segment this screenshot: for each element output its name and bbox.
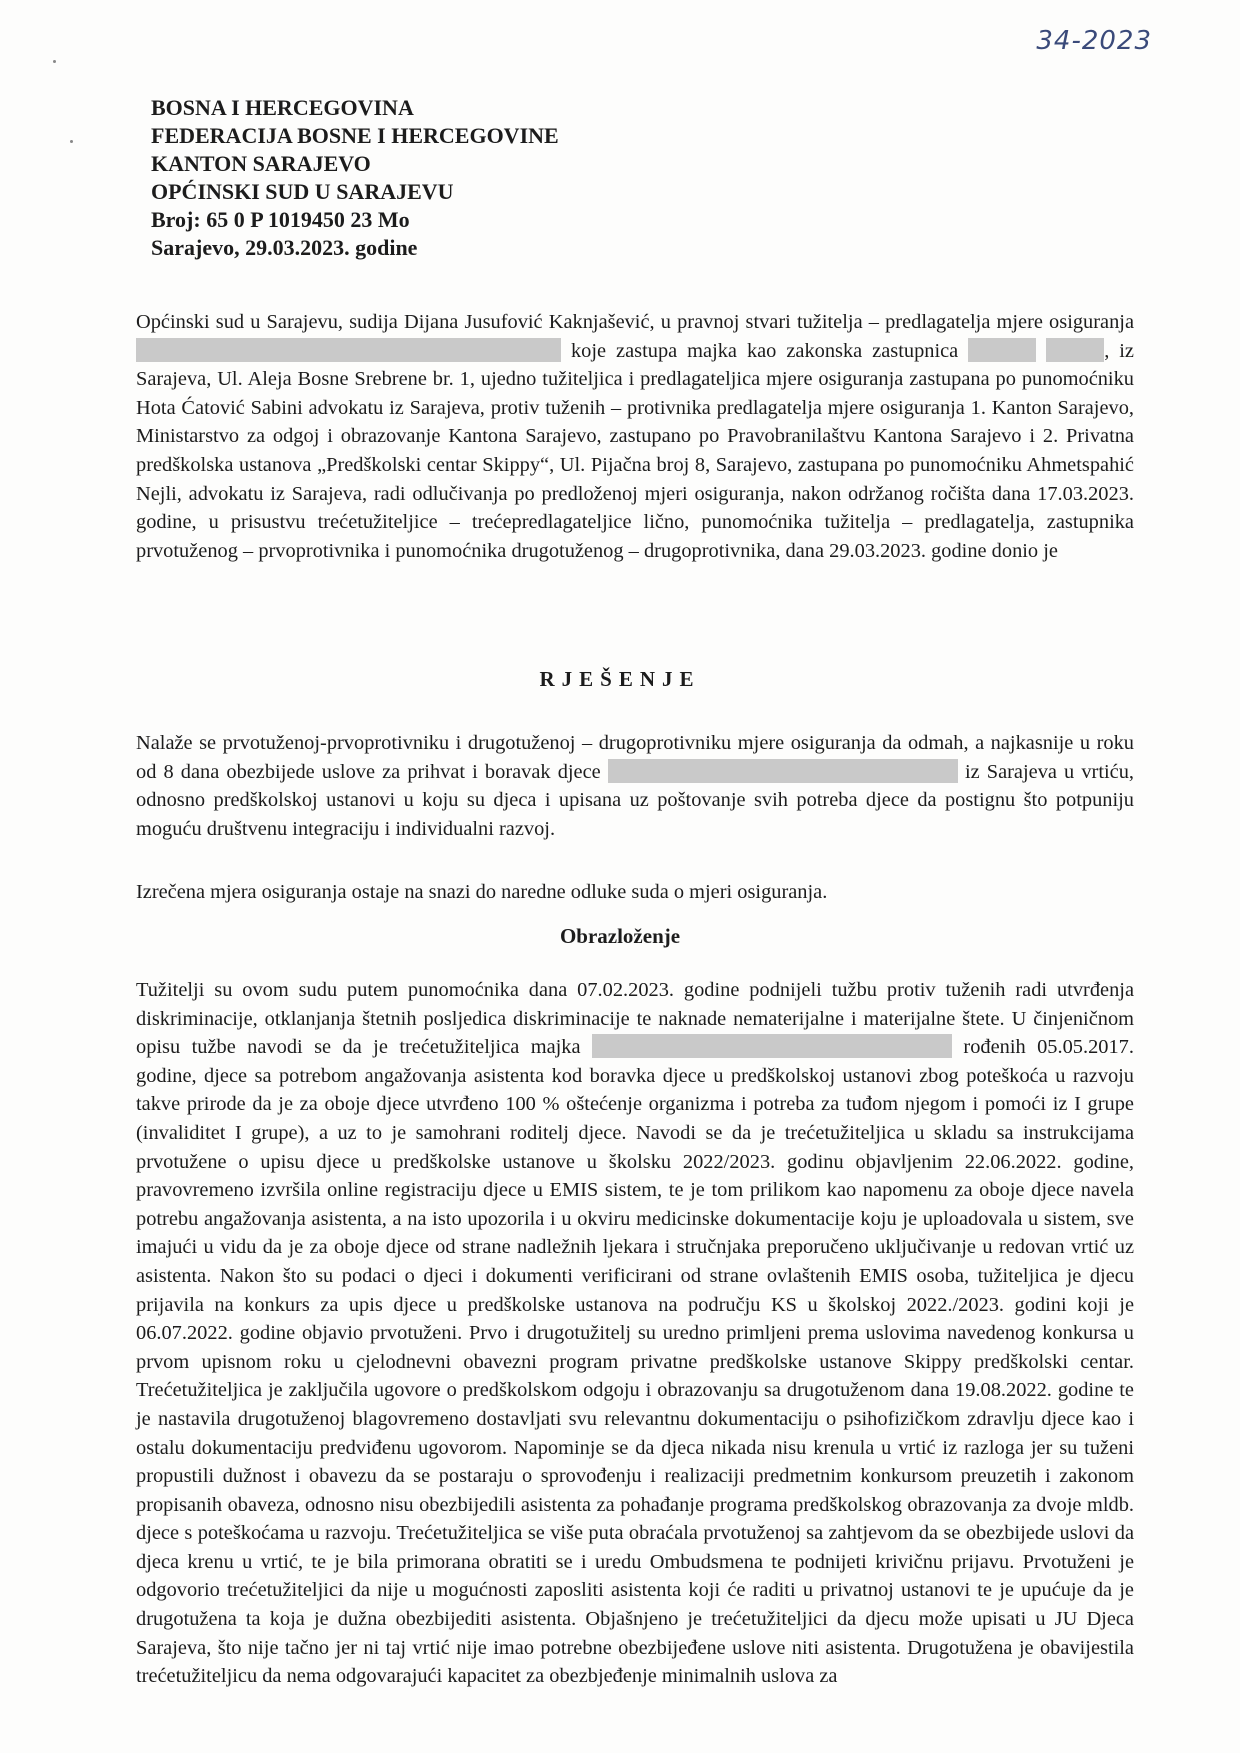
- redacted-name: [592, 1034, 952, 1058]
- redacted-name: [1046, 338, 1104, 362]
- handwritten-file-number: 34-2023: [1036, 26, 1152, 56]
- case-number: Broj: 65 0 P 1019450 23 Mo: [151, 207, 410, 232]
- reasoning-text-1: Tužitelji su ovom sudu putem punomoćnika dana 07.02.2023. godine podnijeli tužbu protiv tuženih radi utvrđenja diskriminacije, otklanjanja štetnih posljedica diskriminacije te naknade nematerijalne i materijalne štete. U činjeničnom opisu tužbe navodi se da je trećetužiteljica majka: [136, 979, 1134, 1059]
- scan-speck: [53, 60, 56, 63]
- place-and-date: Sarajevo, 29.03.2023. godine: [151, 235, 418, 260]
- intro-text-1: Općinski sud u Sarajevu, sudija Dijana Jusufović Kaknjašević, u pravnoj stvari tužitelja – predlagatelja mjere osiguranja: [136, 311, 1134, 333]
- intro-paragraph: [136, 308, 1134, 565]
- decision-title: RJEŠENJE: [539, 667, 701, 691]
- intro-text-3: , iz Sarajeva, Ul. Aleja Bosne Srebrene br. 1, ujedno tužiteljica i predlagateljica mjere osiguranja zastupana po punomoćniku Hota Ćatović Sabini advokatu iz Sarajeva, protiv tuženih – protivnika predlagatelja mjere osiguranja 1. Kanton Sarajevo, Ministarstvo za odgoj i obrazovanje Kantona Sarajevo, zastupano po Pravobranilaštvu Kantona Sarajevo i 2. Privatna predškolska ustanova „Predškolski centar Skippy“, Ul. Pijačna broj 8, Sarajevo, zastupana po punomoćniku Ahmetspahić Nejli, advokatu iz Sarajeva, radi odlučivanja po predloženoj mjeri osiguranja, nakon održanog ročišta dana 17.03.2023. godine, u prisustvu trećetužiteljice – trećepredlagateljice lično, punomoćnika tužitelja – predlagatelja, zastupnika prvotuženog – prvoprotivnika i punomoćnika drugotuženog – drugoprotivnika, dana 29.03.2023. godine donio je: [136, 339, 1134, 562]
- intro-text-2: koje zastupa majka kao zakonska zastupnica: [570, 339, 959, 362]
- redacted-name: [608, 759, 958, 783]
- reasoning-title: Obrazloženje: [559, 924, 681, 948]
- decision-text-2: iz Sarajeva u vrtiću, odnosno predškolskoj ustanovi u koju su djeca i upisana uz poštovanje svih potreba djece da postignu što potpuniju moguću društvenu integraciju i individualni razvoj.: [136, 760, 1134, 840]
- redacted-name: [968, 338, 1036, 362]
- redacted-name: [136, 338, 561, 362]
- header-court: OPĆINSKI SUD U SARAJEVU: [151, 179, 454, 204]
- scan-speck: [70, 140, 73, 143]
- decision-text-1: Nalaže se prvotuženoj-prvoprotivniku i drugotuženoj – drugoprotivniku mjere osiguranja da odmah, a najkasnije u roku od 8 dana obezbijede uslove za prihvat i boravak djece: [136, 732, 1134, 783]
- measure-validity: Izrečena mjera osiguranja ostaje na snazi do naredne odluke suda o mjeri osiguranja.: [136, 881, 828, 903]
- reasoning-text-2: rođenih 05.05.2017. godine, djece sa potrebom angažovanja asistenta kod boravka djece u predškolskoj ustanovi zbog poteškoća u razvoju takve prirode da je za oboje djece utvrđeno 100 % oštećenje organizma i potreba za tuđom njegom i pomoći iz I grupe (invaliditet I grupe), a uz to je samohrani roditelj djece. Navodi se da je trećetužiteljica u skladu sa instrukcijama prvotužene o upisu djece u predškolske ustanove u školsku 2022/2023. godinu objavljenim 22.06.2022. godine, pravovremeno izvršila online registraciju djece u EMIS sistem, te je tom prilikom kao napomenu za oboje djece navela potrebu angažovanja asistenta, a na isto upozorila i u okviru medicinske dokumentacije koju je uploadovala u sistem, sve imajući u vidu da je za oboje djece od strane nadležnih ljekara i stručnjaka preporučeno uključivanje u redovan vrtić uz asistenta. Nakon što su podaci o djeci i dokumenti verificirani od strane ovlaštenih EMIS osoba, tužiteljica je djecu prijavila na konkurs za upis djece u predškolske ustanova na području KS u školskoj 2022./2023. godini koji je 06.07.2022. godine objavio prvotuženi. Prvo i drugotužitelj su uredno primljeni prema uslovima navedenog konkursa u prvom upisnom roku u cjelodnevni obavezni program privatne predškolske ustanove Skippy predškolski centar. Trećetužiteljica je zaključila ugovore o predškolskom odgoju i obrazovanju sa drugotuženom dana 19.08.2022. godine te je nastavila drugotuženoj blagovremeno dostavljati svu relevantnu dokumentaciju o psihofizičkom zdravlju djece kao i ostalu dokumentaciju predviđenu ugovorom. Napominje se da djeca nikada nisu krenula u vrtić iz razloga jer su tuženi propustili dužnost i obavezu da se postaraju o sprovođenju i realizaciji predmetnim konkursom preuzetih i zakonom propisanih obaveza, odnosno nisu obezbijedili asistenta za pohađanje programa predškolskog obrazovanja za dvoje mldb. djece s poteškoćama u razvoju. Trećetužiteljica se više puta obraćala prvotuženoj sa zahtjevom da se obezbijede uslovi da djeca krenu u vrtić, te je bila primorana obratiti se i uredu Ombudsmena te podnijeti krivičnu prijavu. Prvotuženi je odgovorio trećetužiteljici da nije u mogućnosti zaposliti asistenta koji će raditi u privatnoj ustanovi te je upućuje da je drugotužena ta koja je dužna obezbijediti asistenta. Objašnjeno je trećetužiteljici da djecu može upisati u JU Djeca Sarajeva, što nije tačno jer ni taj vrtić nije imao potrebne obezbijeđene uslove niti asistenta. Drugotužena je obavijestila trećetužiteljicu da nema odgovarajući kapacitet za obezbjeđenje minimalnih uslova za: [136, 1036, 1134, 1688]
- decision-paragraph: [136, 729, 1134, 843]
- court-header: [151, 94, 559, 262]
- header-country: BOSNA I HERCEGOVINA: [151, 95, 414, 120]
- header-canton: KANTON SARAJEVO: [151, 151, 371, 176]
- header-federation: FEDERACIJA BOSNE I HERCEGOVINE: [151, 123, 559, 148]
- reasoning-paragraph: [136, 976, 1134, 1691]
